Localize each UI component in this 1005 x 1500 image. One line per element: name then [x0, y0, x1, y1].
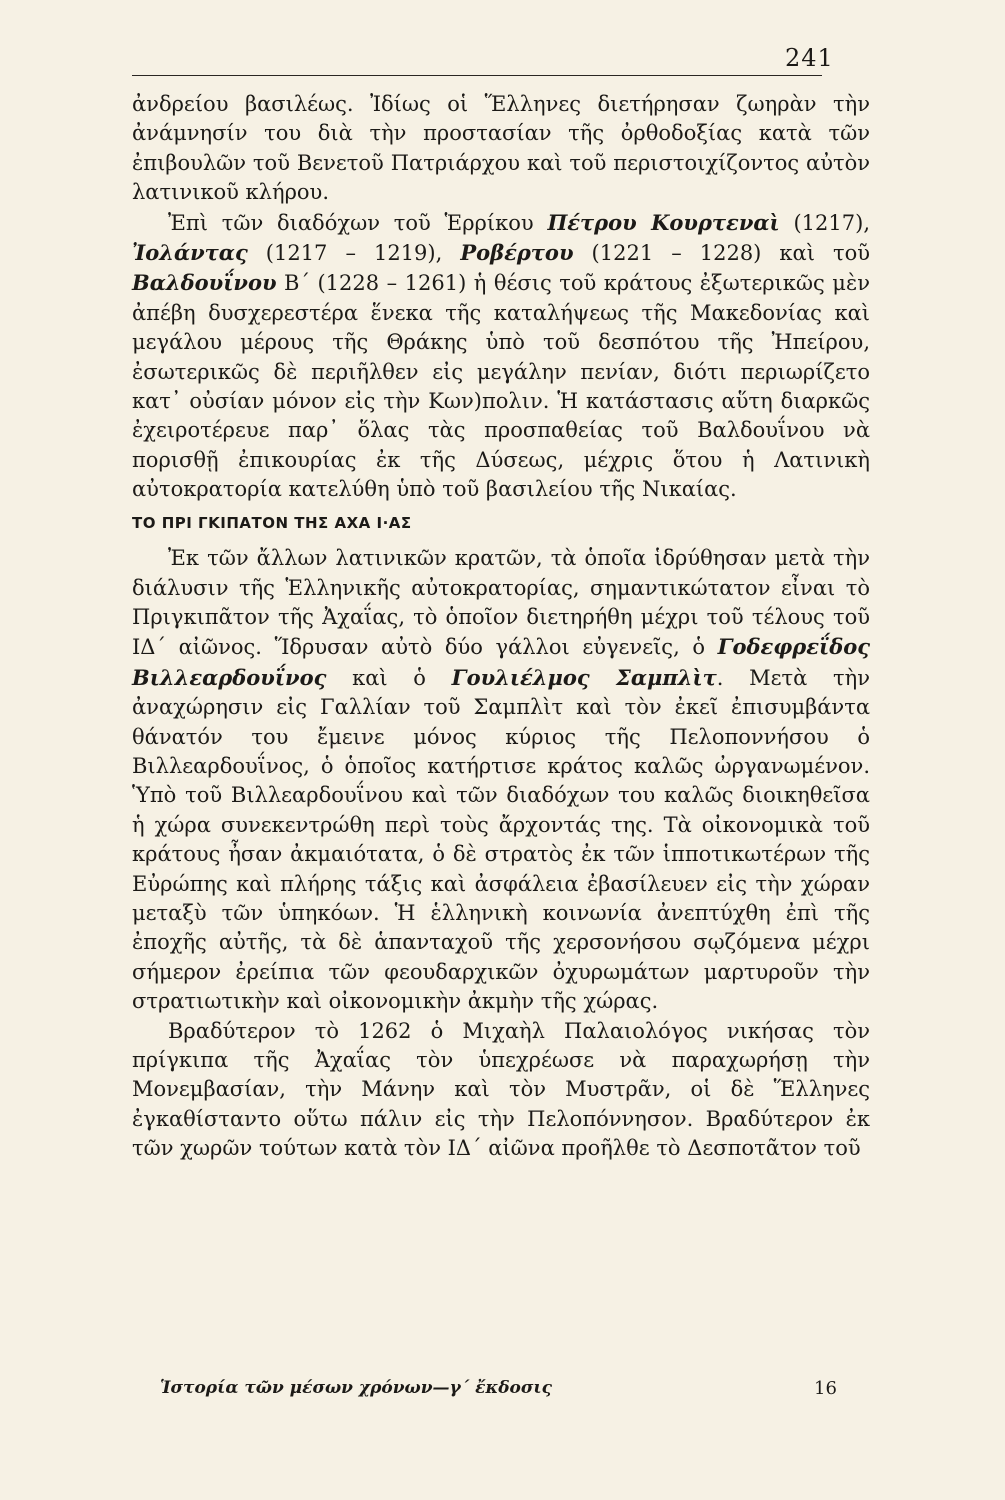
footer-book-title: Ἱστορία τῶν μέσων χρόνων—γ΄ ἔκδοσις	[160, 1378, 552, 1398]
name-guillaume-champlitte: Γουλιέλμος Σαμπλὶτ	[451, 664, 717, 690]
section-heading: ΤΟ ΠΡΙ ΓΚΙΠΑΤΟΝ ΤΗΣ ΑΧΑ Ι·ΑΣ	[132, 513, 412, 532]
p2-date1: (1217),	[779, 210, 870, 235]
p2-date3: (1221 – 1228) καὶ τοῦ	[573, 241, 871, 266]
p3-intro: Ἐκ τῶν ἄλλων λατινικῶν κρατῶν, τὰ ὁποῖα ἱδρύθησαν μετὰ τὴν διάλυσιν τῆς Ἑλληνικῆς αὐτοκρατορίας, σημαντικώτατον εἶναι τὸ Πριγκιπᾶτον τῆς Ἀχαΐας, τὸ ὁποῖον διετηρήθη μέχρι τοῦ τέλους τοῦ ΙΔ΄ αἰῶνος. Ἵδρυσαν αὐτὸ δύο γάλλοι εὐγενεῖς, ὁ	[132, 546, 870, 660]
name-baldouinos: Βαλδουΐνου	[132, 270, 277, 296]
p3-mid: καὶ ὁ	[326, 665, 452, 690]
paragraph-2	[132, 208, 870, 505]
name-iolanta: Ἰολάντας	[132, 240, 248, 266]
p2-date2: (1217 – 1219),	[247, 241, 461, 266]
p2-intro: Ἐπὶ τῶν διαδόχων τοῦ Ἑρρίκου	[168, 210, 548, 235]
header-rule	[132, 75, 822, 76]
footer-signature-number: 16	[814, 1378, 837, 1399]
p3-rest: . Μετὰ τὴν ἀναχώρησιν εἰς Γαλλίαν τοῦ Σαμπλὶτ καὶ τὸν ἐκεῖ ἐπισυμβάντα θάνατόν του ἔμεινε μόνος κύριος τῆς Πελοποννήσου ὁ Βιλλεαρδουΐνος, ὁ ὁποῖος κατήρτισε κράτος καλῶς ὠργανωμένον. Ὑπὸ τοῦ Βιλλεαρδουΐνου καὶ τῶν διαδόχων του καλῶς διοικηθεῖσα ἡ χώρα συνεκεντρώθη περὶ τοὺς ἄρχοντάς της. Τὰ οἰκονομικὰ τοῦ κράτους ἦσαν ἀκμαιότατα, ὁ δὲ στρατὸς ἐκ τῶν ἱπποτικωτέρων τῆς Εὐρώπης καὶ πλήρης τάξις καὶ ἀσφάλεια ἐβασίλευεν εἰς τὴν χώραν μεταξὺ τῶν ὑπηκόων. Ἡ ἑλληνικὴ κοινωνία ἀνεπτύχθη ἐπὶ τῆς ἐποχῆς αὐτῆς, τὰ δὲ ἁπανταχοῦ τῆς χερσονήσου σῳζόμενα μέχρι σήμερον ἐρείπια τῶν φεουδαρχικῶν ὀχυρωμάτων μαρτυροῦν τὴν στρατιωτικὴν καὶ οἰκονομικὴν ἀκμὴν τῆς χώρας.	[132, 665, 870, 1014]
paragraph-3	[132, 544, 870, 1017]
paragraph-4: Βραδύτερον τὸ 1262 ὁ Μιχαὴλ Παλαιολόγος νικήσας τὸν πρίγκιπα τῆς Ἀχαΐας τὸν ὑπεχρέωσε νὰ παραχωρήσῃ τὴν Μονεμβασίαν, τὴν Μάνην καὶ τὸν Μυστρᾶν, οἱ δὲ Ἕλληνες ἐγκαθίσταντο οὕτω πάλιν εἰς τὴν Πελοπόννησον. Βραδύτερον ἐκ τῶν χωρῶν τούτων κατὰ τὸν ΙΔ΄ αἰῶνα προῆλθε τὸ Δεσποτᾶτον τοῦ	[132, 1018, 870, 1161]
page-number: 241	[785, 44, 834, 72]
name-petros-kourtenai: Πέτρου Κουρτεναὶ	[547, 209, 780, 235]
name-godefroi-villehardouin: Γοδεφρεΐδος Βιλλεαρδουΐνος	[132, 634, 870, 690]
body-text	[132, 90, 870, 1164]
paragraph-1: ἀνδρείου βασιλέως. Ἰδίως οἱ Ἕλληνες διετήρησαν ζωηρὰν τὴν ἀνάμνησίν του διὰ τὴν προστασίαν τῆς ὀρθοδοξίας κατὰ τῶν ἐπιβουλῶν τοῦ Βενετοῦ Πατριάρχου καὶ τοῦ περιστοιχίζοντος αὐτὸν λατινικοῦ κλήρου.	[132, 92, 870, 205]
p2-rest: Β΄ (1228 – 1261) ἡ θέσις τοῦ κράτους ἐξωτερικῶς μὲν ἀπέβη δυσχερεστέρα ἕνεκα τῆς καταλήψεως τῆς Μακεδονίας καὶ μεγάλου μέρους τῆς Θράκης ὑπὸ τοῦ δεσπότου τῆς Ἠπείρου, ἐσωτερικῶς δὲ περιῆλθεν εἰς μεγάλην πενίαν, διότι περιωρίζετο κατ᾽ οὐσίαν μόνον εἰς τὴν Κων)πολιν. Ἡ κατάστασις αὕτη διαρκῶς ἐχειροτέρευε παρ᾽ ὅλας τὰς προσπαθείας τοῦ Βαλδουΐνου νὰ πορισθῇ ἐπικουρίας ἐκ τῆς Δύσεως, μέχρις ὅτου ἡ Λατινικὴ αὐτοκρατορία κατελύθη ὑπὸ τοῦ βασιλείου τῆς Νικαίας.	[132, 271, 870, 502]
name-robertos: Ροβέρτου	[460, 240, 574, 266]
